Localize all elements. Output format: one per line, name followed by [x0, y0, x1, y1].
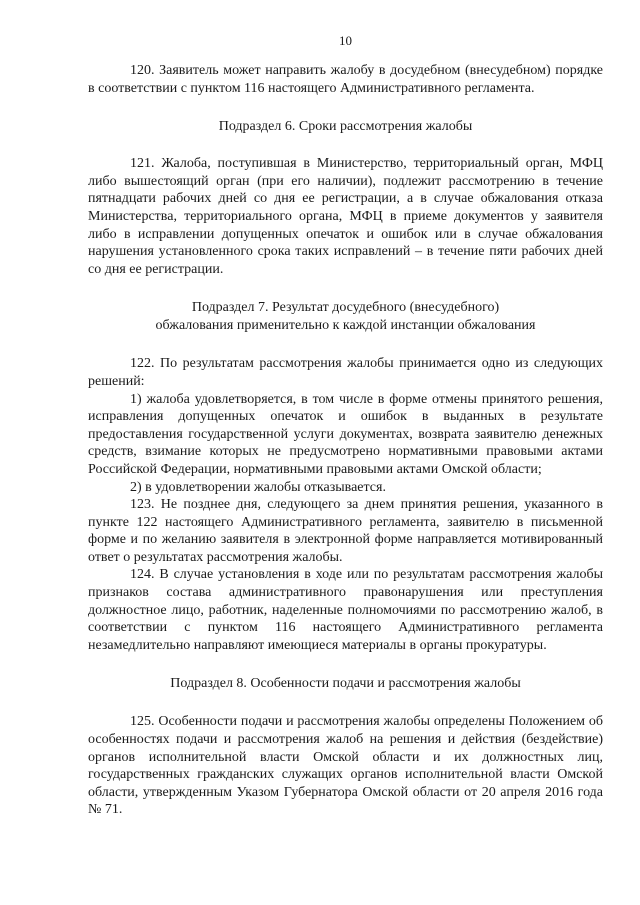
- document-page: [88, 0, 603, 905]
- paragraph-121: 121. Жалоба, поступившая в Министерство, территориальный орган, МФЦ либо вышестоящий орган (при его наличии), подлежит рассмотрению в течение пятнадцати рабочих дней со дня ее регистрации, а в случае обжалования отказа Министерства, территориального органа, МФЦ в приеме документов у заявителя либо в исправлении допущенных опечаток и ошибок или в случае обжалования нарушения установленного срока таких исправлений – в течение пяти рабочих дней со дня ее регистрации.: [88, 156, 603, 277]
- paragraph-124: 124. В случае установления в ходе или по результатам рассмотрения жалобы признаков состава административного правонарушения или преступления должностное лицо, работник, наделенные полномочиями по рассмотрению жалоб, в соответствии с пунктом 116 настоящего Административного регламента незамедлительно направляют имеющиеся материалы в органы прокуратуры.: [88, 567, 603, 653]
- paragraph-122-item-1: 1) жалоба удовлетворяется, в том числе в форме отмены принятого решения, исправления допущенных опечаток и ошибок в выданных в результате предоставления государственной услуги документах, возврата заявителю денежных средств, взимание которых не предусмотрено нормативными правовыми актами Российской Федерации, нормативными правовыми актами Омской области;: [88, 391, 603, 477]
- paragraph-123: 123. Не позднее дня, следующего за днем принятия решения, указанного в пункте 122 настоящего Административного регламента, заявителю в письменной форме и по желанию заявителя в электронной форме направляется мотивированный ответ о результатах рассмотрения жалобы.: [88, 497, 603, 565]
- heading-subsection-8: Подраздел 8. Особенности подачи и рассмотрения жалобы: [170, 676, 521, 692]
- paragraph-125: 125. Особенности подачи и рассмотрения жалобы определены Положением об особенностях подачи и рассмотрения жалоб на решения и действия (бездействие) органов исполнительной власти Омской области и их должностных лиц, государственных гражданских служащих органов исполнительной власти Омской области, утвержденным Указом Губернатора Омской области от 20 апреля 2016 года № 71.: [88, 714, 603, 818]
- heading-subsection-7-line-1: Подраздел 7. Результат досудебного (внесудебного): [191, 300, 500, 316]
- document-body: [88, 62, 603, 819]
- paragraph-122: 122. По результатам рассмотрения жалобы принимается одно из следующих решений:: [88, 356, 603, 389]
- heading-subsection-6: Подраздел 6. Сроки рассмотрения жалобы: [218, 119, 473, 135]
- heading-subsection-7-line-2: обжалования применительно к каждой инстанции обжалования: [155, 318, 536, 334]
- page-number: 10: [339, 33, 352, 48]
- paragraph-120: 120. Заявитель может направить жалобу в досудебном (внесудебном) порядке в соответствии с пунктом 116 настоящего Административного регламента.: [88, 63, 603, 96]
- paragraph-122-item-2: 2) в удовлетворении жалобы отказывается.: [130, 479, 386, 495]
